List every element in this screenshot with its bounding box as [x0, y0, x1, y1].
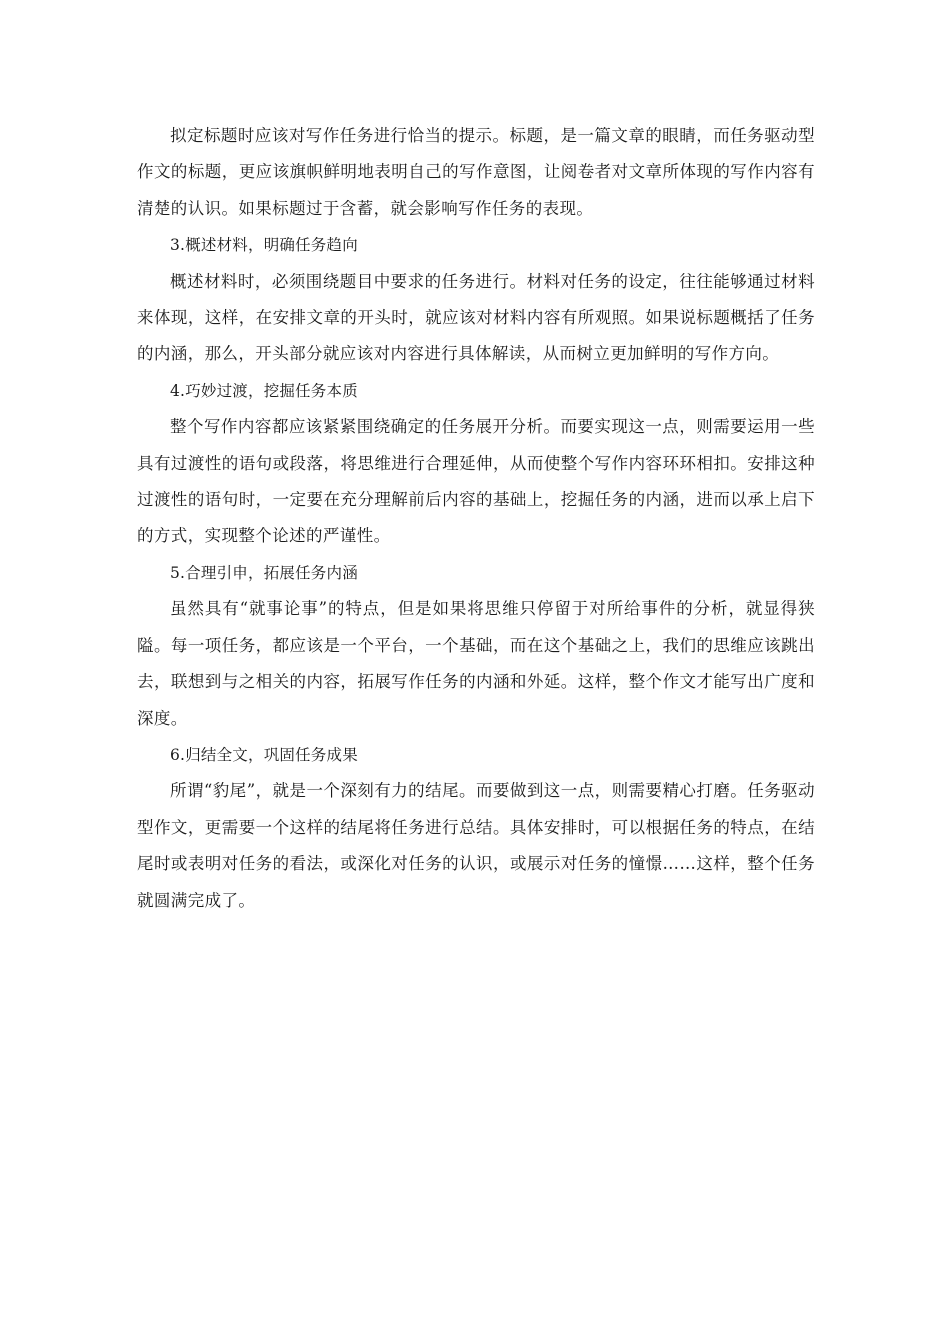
document-body	[137, 118, 815, 919]
section-heading-6: 6.归结全文，巩固任务成果	[170, 745, 358, 764]
paragraph-conclusion: 所谓“豹尾”，就是一个深刻有力的结尾。而要做到这一点，则需要精心打磨。任务驱动型作文，更需要一个这样的结尾将任务进行总结。具体安排时，可以根据任务的特点，在结尾时或表明对任务的看法，或深化对任务的认识，或展示对任务的憧憬……这样，整个任务就圆满完成了。	[137, 781, 815, 910]
section-heading-4: 4.巧妙过渡，挖掘任务本质	[170, 381, 358, 400]
section-heading-3: 3.概述材料，明确任务趋向	[170, 236, 358, 255]
section-heading-5: 5.合理引申，拓展任务内涵	[170, 563, 358, 582]
paragraph-transition: 整个写作内容都应该紧紧围绕确定的任务展开分析。而要实现这一点，则需要运用一些具有过渡性的语句或段落，将思维进行合理延伸，从而使整个写作内容环环相扣。安排这种过渡性的语句时，一定要在充分理解前后内容的基础上，挖掘任务的内涵，进而以承上启下的方式，实现整个论述的严谨性。	[137, 417, 815, 546]
paragraph-extension: 虽然具有“就事论事”的特点，但是如果将思维只停留于对所给事件的分析，就显得狭隘。每一项任务，都应该是一个平台，一个基础，而在这个基础之上，我们的思维应该跳出去，联想到与之相关的内容，拓展写作任务的内涵和外延。这样，整个作文才能写出广度和深度。	[137, 599, 815, 728]
paragraph-title-hint: 拟定标题时应该对写作任务进行恰当的提示。标题，是一篇文章的眼睛，而任务驱动型作文的标题，更应该旗帜鲜明地表明自己的写作意图，让阅卷者对文章所体现的写作内容有清楚的认识。如果标题过于含蓄，就会影响写作任务的表现。	[137, 126, 815, 218]
paragraph-summarize-material: 概述材料时，必须围绕题目中要求的任务进行。材料对任务的设定，往往能够通过材料来体现，这样，在安排文章的开头时，就应该对材料内容有所观照。如果说标题概括了任务的内涵，那么，开头部分就应该对内容进行具体解读，从而树立更加鲜明的写作方向。	[137, 271, 815, 364]
